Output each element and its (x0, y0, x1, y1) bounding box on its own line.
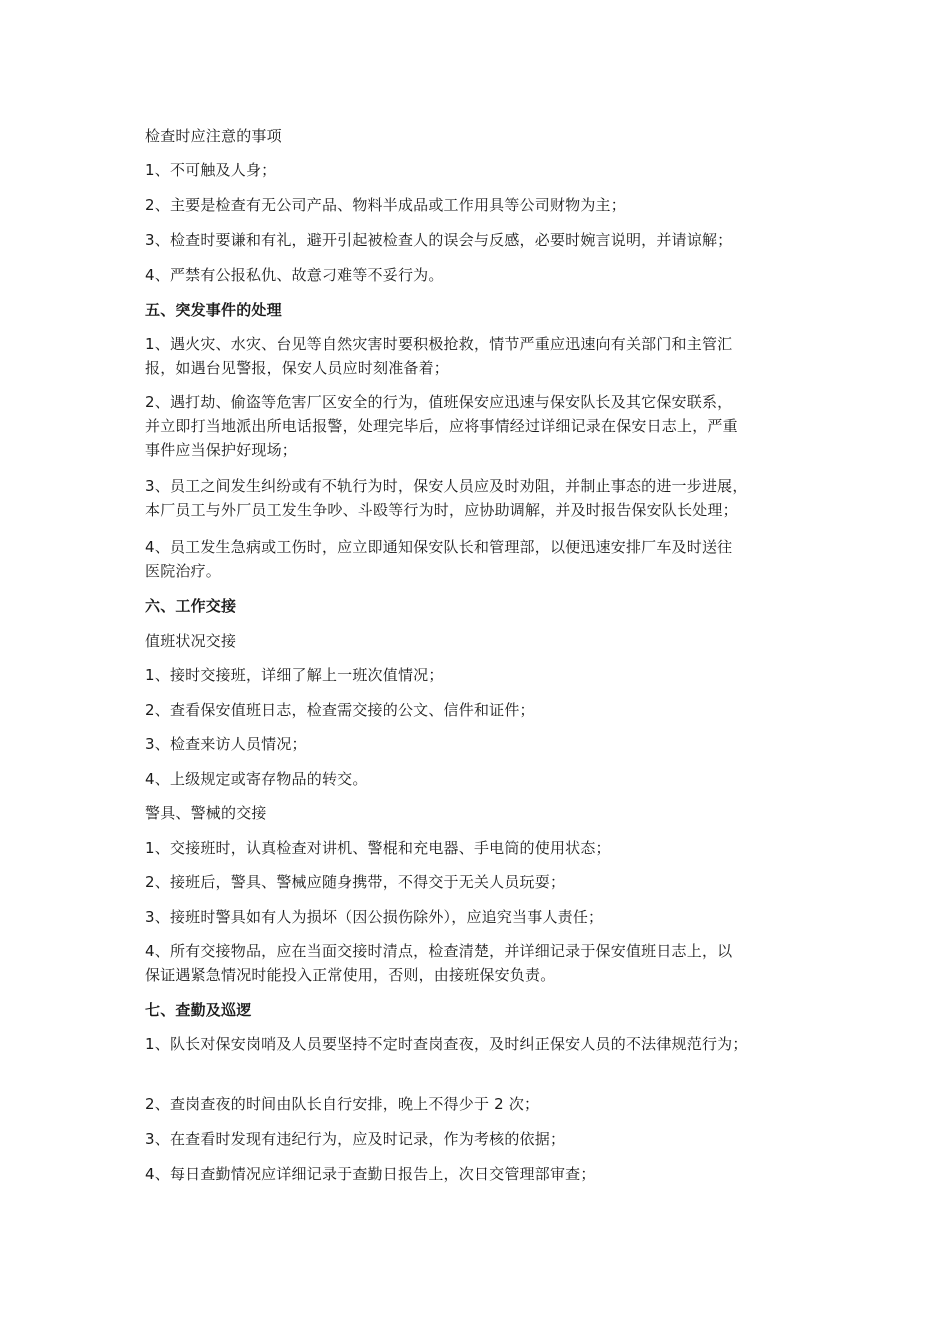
intro-item-1: 1、不可触及人身； (145, 161, 277, 179)
section-5-paragraph-2: 2、遇打劫、偷盗等危害厂区安全的行为，值班保安应迅速与保安队长及其它保安联系， 并立即打当地派出所电话报警，处理完毕后，应将事情经过详细记录在保安日志上，严重 事件应当保护好现场； (145, 393, 738, 459)
duty-item-3: 3、检查来访人员情况； (145, 735, 307, 753)
section-7-heading: 七、查勤及巡逻 (145, 1001, 252, 1019)
patrol-item-3: 3、在查看时发现有违纪行为，应及时记录，作为考核的依据； (145, 1130, 566, 1148)
intro-item-3: 3、检查时要谦和有礼，避开引起被检查人的误会与反感，必要时婉言说明，并请谅解； (145, 231, 733, 249)
section-6-heading: 六、工作交接 (145, 597, 237, 615)
section-6-subtitle-equipment: 警具、警械的交接 (145, 804, 267, 822)
patrol-item-2: 2、查岗查夜的时间由队长自行安排，晚上不得少于 2 次； (145, 1095, 540, 1113)
equipment-item-2: 2、接班后，警具、警械应随身携带，不得交于无关人员玩耍； (145, 873, 566, 891)
patrol-item-4: 4、每日查勤情况应详细记录于查勤日报告上，次日交管理部审查； (145, 1165, 596, 1183)
duty-item-2: 2、查看保安值班日志，检查需交接的公文、信件和证件； (145, 701, 535, 719)
duty-item-4: 4、上级规定或寄存物品的转交。 (145, 770, 368, 788)
equipment-item-3: 3、接班时警具如有人为损坏（因公损伤除外），应追究当事人责任； (145, 908, 604, 926)
equipment-item-4: 4、所有交接物品，应在当面交接时清点，检查清楚，并详细记录于保安值班日志上，以 保证遇紧急情况时能投入正常使用，否则，由接班保安负责。 (145, 942, 733, 984)
intro-title: 检查时应注意的事项 (145, 127, 282, 145)
section-6-subtitle-duty: 值班状况交接 (145, 632, 237, 650)
section-5-heading: 五、突发事件的处理 (145, 301, 282, 319)
intro-item-2: 2、主要是检查有无公司产品、物料半成品或工作用具等公司财物为主； (145, 196, 626, 214)
intro-item-4: 4、严禁有公报私仇、故意刁难等不妥行为。 (145, 266, 444, 284)
section-5-paragraph-3: 3、员工之间发生纠纷或有不轨行为时，保安人员应及时劝阻，并制止事态的进一步进展， 本厂员工与外厂员工发生争吵、斗殴等行为时，应协助调解，并及时报告保安队长处理； (145, 477, 748, 519)
equipment-item-1: 1、交接班时，认真检查对讲机、警棍和充电器、手电筒的使用状态； (145, 839, 611, 857)
duty-item-1: 1、接时交接班，详细了解上一班次值情况； (145, 666, 444, 684)
patrol-item-1: 1、队长对保安岗哨及人员要坚持不定时查岗查夜，及时纠正保安人员的不法律规范行为； (145, 1035, 748, 1053)
section-5-paragraph-4: 4、员工发生急病或工伤时，应立即通知保安队长和管理部，以便迅速安排厂车及时送往 医院治疗。 (145, 538, 733, 580)
section-5-paragraph-1: 1、遇火灾、水灾、台见等自然灾害时要积极抢救，情节严重应迅速向有关部门和主管汇 报，如遇台见警报，保安人员应时刻准备着； (145, 335, 733, 377)
